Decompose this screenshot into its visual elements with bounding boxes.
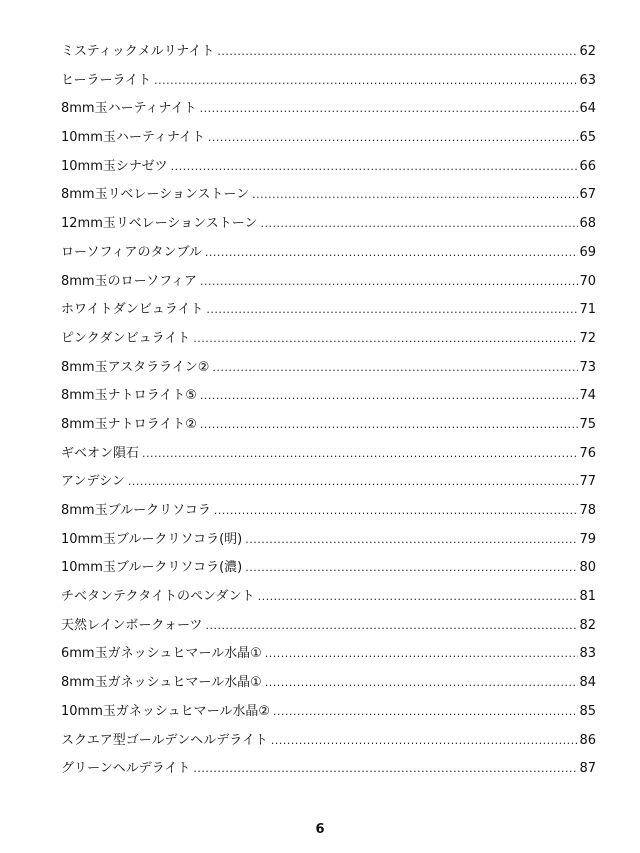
dot-leader [206,300,578,320]
toc-entry-page-number: 87 [579,761,596,777]
toc-entry-title: 8mm玉アスタラライン② [61,359,210,375]
toc-entry-page-number: 83 [579,646,596,662]
toc-entry-title: ヒーラーライト [61,72,152,88]
toc-entry-page-number: 82 [579,617,596,633]
toc-entry-title: 8mm玉ナトロライト⑤ [61,388,197,404]
toc-entry[interactable] [61,99,596,128]
toc-entry-title: ミスティックメルリナイト [61,44,215,59]
toc-entry-page-number: 70 [579,273,596,289]
dot-leader [252,185,578,205]
toc-entry[interactable] [61,329,596,358]
toc-entry-title: ピンクダンビュライト [61,330,191,346]
toc-entry[interactable] [61,731,596,760]
toc-entry[interactable] [61,214,596,243]
toc-entry-page-number: 86 [579,732,596,748]
dot-leader [208,128,579,148]
toc-entry-page-number: 73 [579,359,596,375]
toc-entry-page-number: 65 [579,130,596,146]
toc-entry-page-number: 63 [579,72,596,88]
toc-entry-page-number: 62 [579,44,596,59]
table-of-contents [61,42,596,788]
toc-entry-page-number: 67 [579,187,596,203]
toc-entry[interactable] [61,444,596,473]
toc-entry-page-number: 76 [579,445,596,461]
toc-entry-title: チベタンテクタイトのペンダント [61,589,255,605]
toc-entry-page-number: 75 [579,416,596,432]
toc-entry-page-number: 66 [579,158,596,174]
dot-leader [193,759,578,779]
dot-leader [245,530,578,550]
dot-leader [200,415,579,435]
toc-entry[interactable] [61,415,596,444]
toc-entry[interactable] [61,300,596,329]
dot-leader [200,386,579,406]
dot-leader [171,157,579,177]
toc-entry[interactable] [61,185,596,214]
toc-entry-title: 8mm玉リベレーションストーン [61,187,250,203]
toc-entry-page-number: 77 [579,474,596,490]
toc-entry-page-number: 81 [579,589,596,605]
dot-leader [200,272,578,292]
toc-entry-page-number: 68 [579,216,596,232]
toc-entry[interactable] [61,558,596,587]
toc-entry-title: 10mm玉ブルークリソコラ(明) [61,531,243,547]
toc-entry-title: グリーンヘルデライト [61,761,191,777]
toc-entry-title: 天然レインボークォーツ [61,617,203,633]
dot-leader [205,616,578,636]
toc-entry[interactable] [61,386,596,415]
toc-entry[interactable] [61,616,596,645]
toc-entry[interactable] [61,759,596,788]
toc-entry-title: 8mm玉ブルークリソコラ [61,503,211,518]
dot-leader [260,214,578,234]
page-number: 6 [315,822,325,837]
dot-leader [265,644,579,664]
toc-entry-title: ギベオン隕石 [61,445,140,461]
toc-entry-page-number: 69 [579,244,596,260]
toc-entry[interactable] [61,358,596,387]
toc-entry[interactable] [61,243,596,272]
toc-entry[interactable] [61,644,596,673]
dot-leader [214,501,579,521]
dot-leader [205,243,579,263]
toc-entry-page-number: 85 [579,703,596,719]
toc-entry-title: アンデシン [61,474,125,490]
toc-entry[interactable] [61,530,596,559]
dot-leader [154,71,578,91]
toc-entry-title: 10mm玉シナゼツ [61,158,168,174]
dot-leader [193,329,578,349]
toc-entry[interactable] [61,673,596,702]
toc-entry-title: 8mm玉ハーティナイト [61,101,197,117]
toc-entry[interactable] [61,157,596,186]
dot-leader [128,472,579,492]
toc-entry-title: 12mm玉リベレーションストーン [61,216,258,232]
toc-entry[interactable] [61,42,596,71]
toc-entry-page-number: 74 [579,388,596,404]
dot-leader [273,702,578,722]
toc-entry-title: 8mm玉ガネッシュヒマール水晶① [61,675,262,691]
toc-entry-page-number: 72 [579,330,596,346]
toc-entry-title: 10mm玉ガネッシュヒマール水晶② [61,703,271,719]
toc-entry[interactable] [61,702,596,731]
dot-leader [217,42,578,62]
dot-leader [245,558,578,578]
toc-entry-page-number: 80 [579,560,596,576]
toc-entry-page-number: 84 [579,675,596,691]
toc-entry[interactable] [61,587,596,616]
toc-entry-page-number: 64 [579,101,596,117]
toc-entry-page-number: 78 [579,503,596,518]
toc-entry[interactable] [61,272,596,301]
toc-entry[interactable] [61,128,596,157]
dot-leader [200,99,579,119]
toc-entry-title: 8mm玉ナトロライト② [61,416,197,432]
dot-leader [212,358,578,378]
toc-entry-title: ローソフィアのタンブル [61,244,202,260]
dot-leader [142,444,578,464]
toc-entry-page-number: 71 [579,302,596,318]
dot-leader [265,673,579,693]
toc-entry-title: ホワイトダンビュライト [61,302,204,318]
toc-entry[interactable] [61,71,596,100]
dot-leader [258,587,579,607]
toc-entry-page-number: 79 [579,531,596,547]
toc-entry[interactable] [61,472,596,501]
toc-entry[interactable] [61,501,596,530]
toc-entry-title: 10mm玉ブルークリソコラ(濃) [61,560,243,576]
toc-entry-title: 8mm玉のローソフィア [61,273,198,289]
toc-entry-title: スクエア型ゴールデンヘルデライト [61,732,268,748]
toc-entry-title: 10mm玉ハーティナイト [61,130,205,146]
toc-entry-title: 6mm玉ガネッシュヒマール水晶① [61,646,262,662]
dot-leader [271,731,579,751]
